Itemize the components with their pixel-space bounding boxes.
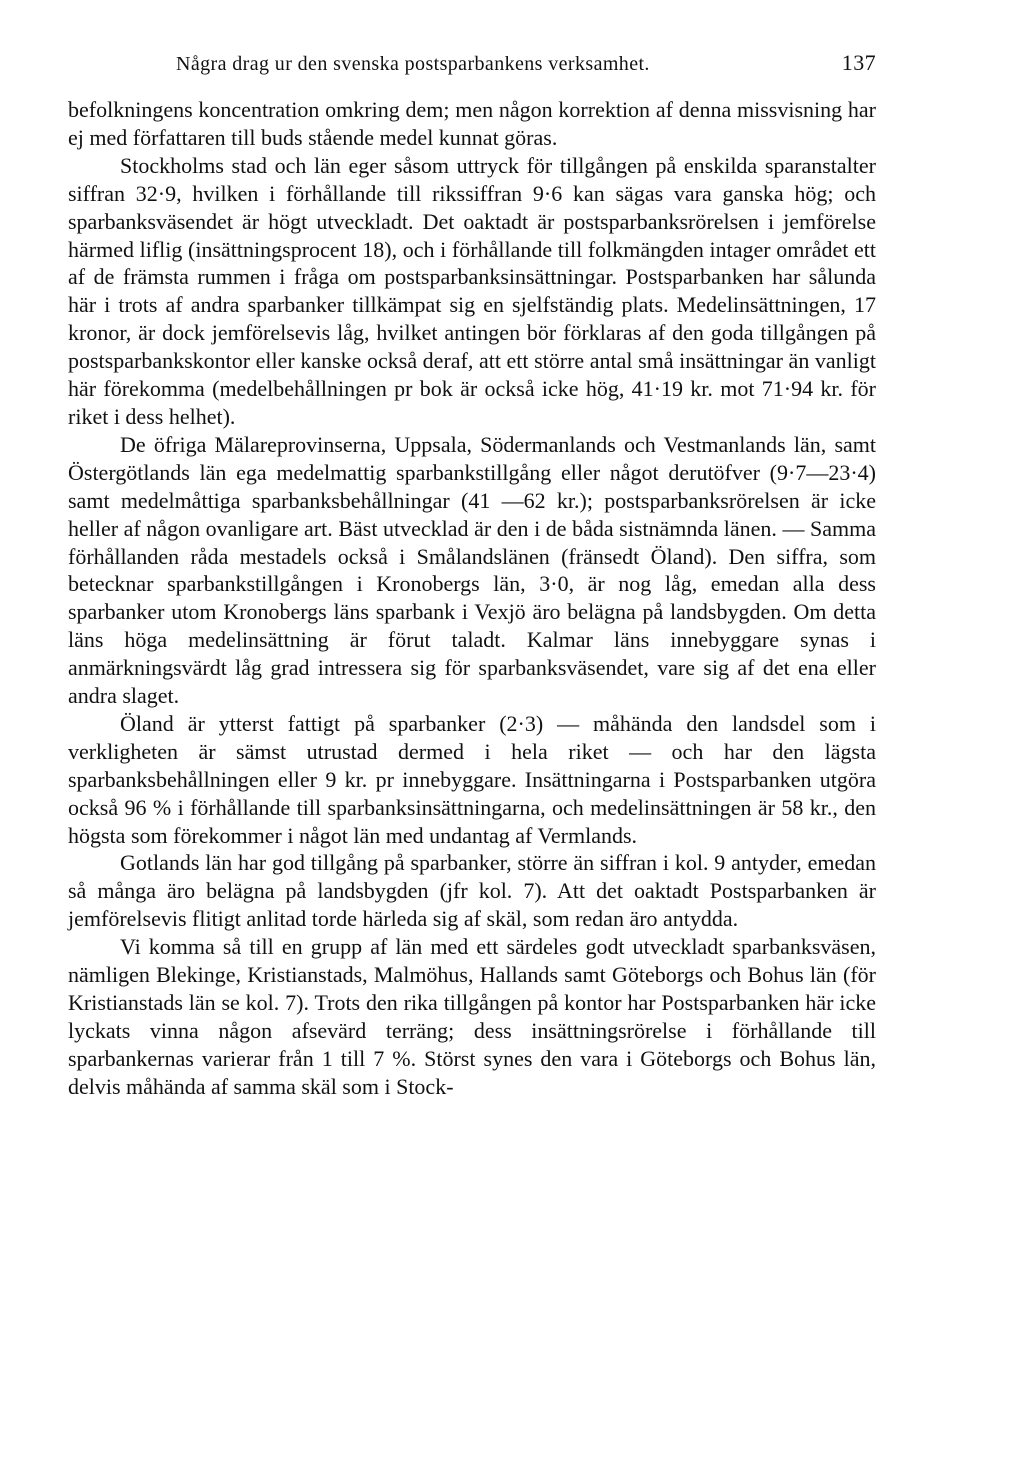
- body-text: [68, 96, 876, 1101]
- page-number: 137: [841, 50, 876, 75]
- paragraph-5: Gotlands län har god tillgång på sparbanker, större än siffran i kol. 9 antyder, emedan så många äro belägna på landsbygden (jfr kol. 7). Att det oaktadt Postsparbanken är jemförelsevis flitigt anlitad torde härleda sig af skäl, som redan äro antydda.: [68, 850, 876, 932]
- page-header: [68, 50, 876, 90]
- document-page: [68, 50, 876, 1101]
- paragraph-6: Vi komma så till en grupp af län med ett särdeles godt utveckladt sparbanksväsen, nämligen Blekinge, Kristianstads, Malmöhus, Hallands samt Göteborgs och Bohus län (för Kristianstads län se kol. 7). Trots den rika tillgången på kontor har Postsparbanken här icke lyckats vinna någon afsevärd terräng; dess insättningsrörelse i förhållande till sparbankernas varierar från 1 till 7 %. Störst synes den vara i Göteborgs och Bohus län, delvis måhända af samma skäl som i Stock-: [68, 934, 876, 1099]
- paragraph-4: Öland är ytterst fattigt på sparbanker (2·3) — måhända den landsdel som i verkligheten är sämst utrustad dermed i hela riket — och har den lägsta sparbanksbehållningen eller 9 kr. pr innebyggare. Insättningarna i Postsparbanken utgöra också 96 % i förhållande till sparbanksinsättningarna, och medelinsättningen är 58 kr., den högsta som förekommer i något län med undantag af Vermlands.: [68, 710, 876, 848]
- paragraph-1: befolkningens koncentration omkring dem; men någon korrektion af denna missvisning har ej med författaren till buds stående medel kunnat göras.: [68, 97, 876, 150]
- paragraph-3: De öfriga Mälareprovinserna, Uppsala, Södermanlands och Vestmanlands län, samt Östergötlands län ega medelmattig sparbankstillgång eller något derutöfver (9·7—23·4) samt medelmåttiga sparbanksbehållningar (41 —62 kr.); postsparbanksrörelsen är icke heller af någon ovanligare art. Bäst utvecklad är den i de båda sistnämnda länen. — Samma förhållanden råda mestadels också i Smålandslänen (fränsedt Öland). Den siffra, som betecknar sparbankstillgången i Kronobergs län, 3·0, är nog låg, emedan alla dess sparbanker utom Kronobergs läns sparbank i Vexjö äro belägna på landsbygden. Om detta läns höga medelinsättning är förut taladt. Kalmar läns innebyggare synas i anmärkningsvärdt låg grad intressera sig för sparbanksväsendet, vare sig af det ena eller andra slaget.: [68, 431, 876, 709]
- running-title: Några drag ur den svenska postsparbankens verksamhet.: [176, 53, 650, 75]
- paragraph-2: Stockholms stad och län eger såsom uttryck för tillgången på enskilda sparanstalter siffran 32·9, hvilken i förhållande till rikssiffran 9·6 kan sägas vara ganska hög; och sparbanksväsendet är högt utveckladt. Det oaktadt är postsparbanksrörelsen i jemförelse härmed liflig (insättningsprocent 18), och i förhållande till folkmängden intager området ett af de främsta rummen i fråga om postsparbanksinsättningar. Postsparbanken har sålunda här i trots af andra sparbanker tillkämpat sig en sjelfständig plats. Medelinsättningen, 17 kronor, är dock jemförelsevis låg, hvilket antingen bör förklaras af den goda tillgången på postsparbankskontor eller kanske också deraf, att ett större antal små insättningar än vanligt här förekomma (medelbehållningen pr bok är också icke hög, 41·19 kr. mot 71·94 kr. för riket i dess helhet).: [68, 152, 876, 429]
